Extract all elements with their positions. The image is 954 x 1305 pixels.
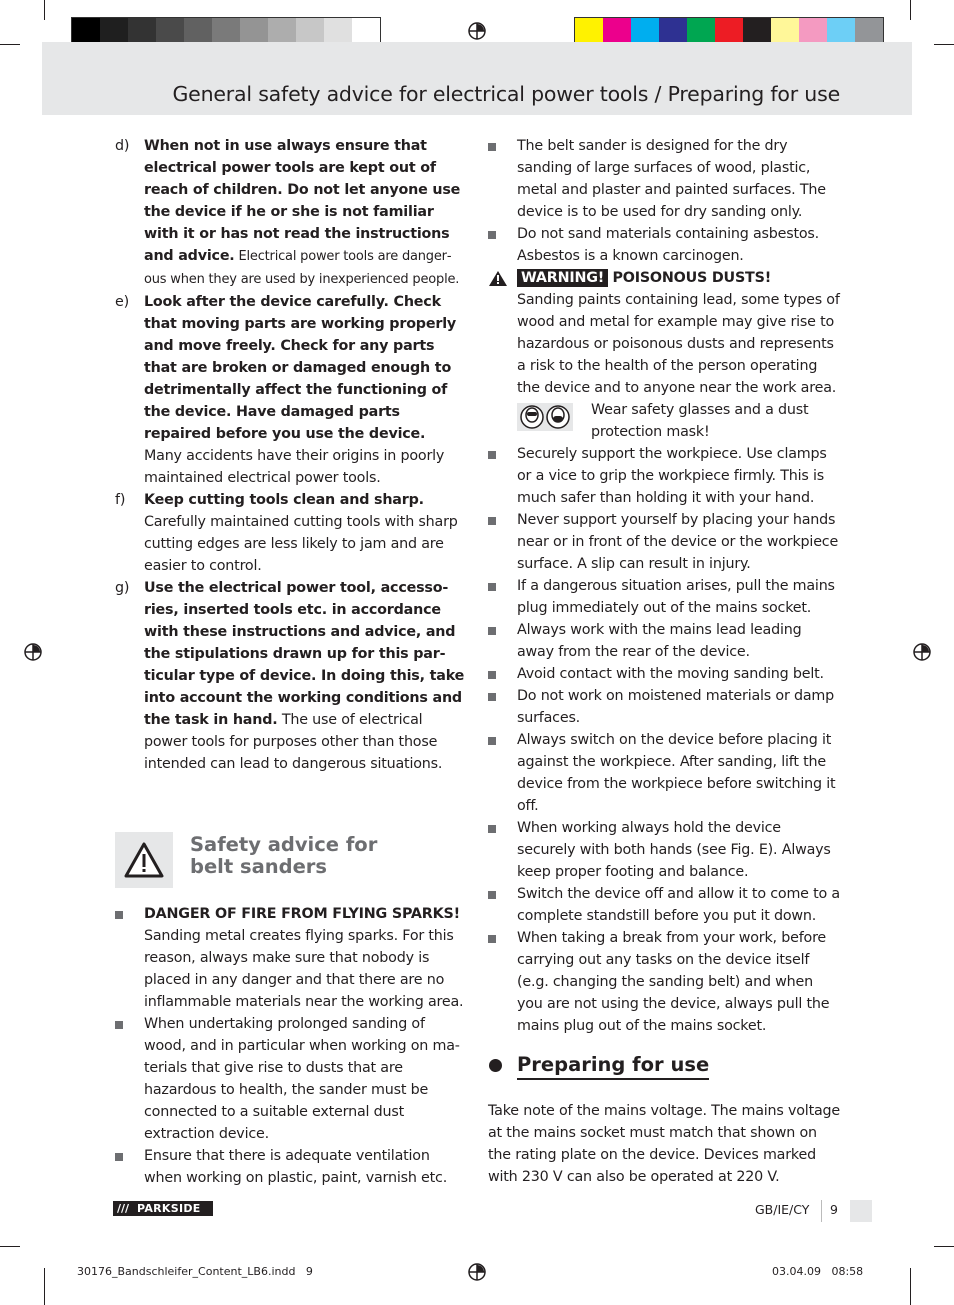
warning-icon — [115, 832, 173, 888]
section-title — [190, 834, 377, 878]
locale-label: GB/IE/CY — [755, 1202, 810, 1217]
item-bold-text: Keep cutting tools clean and sharp. — [144, 492, 424, 508]
warning-triangle-icon — [488, 270, 508, 287]
section-heading — [115, 832, 465, 888]
section-title-line: Safety advice for — [190, 833, 378, 856]
crop-mark — [910, 1268, 911, 1305]
list-item — [115, 135, 467, 291]
page-separator — [821, 1200, 822, 1222]
file-info: 30176_Bandschleifer_Content_LB6.indd 9 — [77, 1265, 313, 1278]
bullet-square-icon — [488, 517, 496, 525]
list-item — [488, 223, 840, 267]
item-bold-text: DANGER OF FIRE FROM FLYING SPARKS! — [144, 906, 460, 922]
item-text: Switch the device off and allow it to come to a complete standstill before you put it down. — [517, 886, 840, 924]
bullet-square-icon — [488, 693, 496, 701]
list-item — [488, 619, 840, 663]
item-text: If a dangerous situation arises, pull the mains plug immediately out of the mains socket. — [517, 578, 835, 616]
warning-block — [488, 267, 840, 399]
item-text: When taking a break from your work, before carrying out any tasks on the device itself (e.g. changing the sanding belt) and when you are not using the device, always pull the mains plug out of the mains socket. — [517, 930, 830, 1034]
crop-mark — [0, 1246, 20, 1247]
list-item — [488, 135, 840, 223]
list-item — [488, 927, 840, 1037]
item-text: Do not work on moistened materials or damp surfaces. — [517, 688, 835, 726]
registration-mark-icon — [22, 641, 44, 663]
brand-name: PARKSIDE — [137, 1202, 201, 1215]
bullet-square-icon — [488, 231, 496, 239]
item-bold-text: Use the electrical power tool, accessories, inserted tools etc. in accordance with these instructions and advice, and the stipulations drawn up for this particular type of device. In doing this, take into account the working conditions and the task in hand. — [144, 580, 465, 728]
warning-label: WARNING! — [517, 269, 608, 287]
list-item — [115, 291, 467, 489]
warning-text: Sanding paints containing lead, some types of wood and metal for example may give rise to hazardous or poisonous dusts and represents a risk to the health of the person operating the device and to anyone near the work area. — [517, 292, 840, 396]
bullet-square-icon — [488, 671, 496, 679]
crop-mark — [44, 0, 45, 20]
page-header — [42, 42, 912, 115]
page-title: General safety advice for electrical power tools / Preparing for use — [172, 82, 840, 106]
registration-mark-icon — [911, 641, 933, 663]
page-tab-marker — [850, 1200, 872, 1222]
item-bold-text: Look after the device carefully. Check that moving parts are working properly and move freely. Check for any parts that are broken or damaged enough to detrimentally affect the functioning of the device. Have damaged parts repaired before you use the device. — [144, 294, 457, 442]
bullet-square-icon — [488, 627, 496, 635]
list-item — [488, 729, 840, 817]
item-text: Ensure that there is adequate ventilation when working on plastic, paint, varnish etc. — [144, 1148, 448, 1186]
item-text: Electrical power tools are dangerous when they are used by inexperienced people. — [144, 249, 460, 287]
bullet-square-icon — [115, 1021, 123, 1029]
crop-mark — [910, 0, 911, 20]
item-label: g) — [115, 580, 130, 596]
item-text: Do not sand materials containing asbestos. Asbestos is a known carcinogen. — [517, 226, 820, 264]
bullet-square-icon — [488, 825, 496, 833]
list-item — [488, 575, 840, 619]
bullet-square-icon — [488, 451, 496, 459]
ppe-block — [488, 399, 840, 443]
bullet-square-icon — [488, 737, 496, 745]
bullet-dot-icon — [489, 1059, 502, 1072]
left-bullets — [115, 903, 467, 1189]
bullet-square-icon — [488, 143, 496, 151]
bullet-square-icon — [488, 891, 496, 899]
prep-title: Preparing for use — [517, 1052, 709, 1080]
list-item — [488, 509, 840, 575]
list-item — [115, 577, 467, 775]
brand-logo — [113, 1201, 213, 1216]
crop-mark — [934, 1246, 954, 1247]
list-item — [488, 685, 840, 729]
prep-paragraph — [488, 1100, 840, 1188]
item-text: Never support yourself by placing your hands near or in front of the device or the workpiece surface. A slip can result in injury. — [517, 512, 839, 572]
warning-title: POISONOUS DUSTS! — [612, 270, 772, 286]
list-item — [488, 443, 840, 509]
crop-mark — [0, 44, 20, 45]
bullet-square-icon — [488, 583, 496, 591]
bullet-square-icon — [115, 1153, 123, 1161]
registration-mark-icon — [466, 1261, 488, 1283]
ppe-text: Wear safety glasses and a dust protection mask! — [591, 402, 809, 440]
item-text: When working always hold the device securely with both hands (see Fig. E). Always keep proper footing and balance. — [517, 820, 831, 880]
crop-mark — [934, 44, 954, 45]
registration-mark-icon — [466, 20, 488, 42]
crop-mark — [44, 1268, 45, 1305]
item-text: The belt sander is designed for the dry sanding of large surfaces of wood, plastic, metal and plaster and painted surfaces. The device is to be used for dry sanding only. — [517, 138, 826, 220]
right-column — [488, 135, 840, 1037]
safety-glasses-and-mask-icon — [517, 403, 573, 431]
list-item — [115, 1013, 467, 1145]
list-item — [488, 663, 840, 685]
item-text: Carefully maintained cutting tools with sharp cutting edges are less likely to jam and are easier to control. — [144, 514, 458, 574]
list-item — [115, 1145, 467, 1189]
item-label: d) — [115, 138, 130, 154]
list-item — [488, 817, 840, 883]
brand-stripes-icon: /// — [117, 1202, 130, 1215]
item-text: Always switch on the device before placing it against the workpiece. After sanding, lift the device from the workpiece before switching it off. — [517, 732, 836, 814]
item-text: Securely support the workpiece. Use clamps or a vice to grip the workpiece firmly. This is much safer than holding it with your hand. — [517, 446, 827, 506]
list-item — [115, 903, 467, 1013]
item-label: e) — [115, 294, 129, 310]
item-text: The use of electrical power tools for purposes other than those intended can lead to dangerous situations. — [144, 712, 443, 772]
prep-text: Take note of the mains voltage. The mains voltage at the mains socket must match that shown on the rating plate on the device. Devices marked with 230 V can also be operated at 220 V. — [488, 1103, 841, 1185]
item-label: f) — [115, 492, 126, 508]
page-number: 9 — [830, 1202, 838, 1217]
item-bold-text: When not in use always ensure that electrical power tools are kept out of reach of children. Do not let anyone use the device if he or she is not familiar with it or has not read the instructions and advice. — [144, 138, 461, 264]
item-text: Sanding metal creates flying sparks. For this reason, always make sure that nobody is placed in any danger and that there are no inflammable materials near the working area. — [144, 928, 464, 1010]
date-info: 03.04.09 08:58 — [772, 1265, 864, 1278]
item-text: When undertaking prolonged sanding of wood, and in particular when working on materials that give rise to dusts that are hazardous to health, the sander must be connected to a suitable external dust extraction device. — [144, 1016, 460, 1142]
section-title-line: belt sanders — [190, 855, 328, 878]
bullet-square-icon — [488, 935, 496, 943]
list-item — [115, 489, 467, 577]
list-item — [488, 883, 840, 927]
bullet-square-icon — [115, 911, 123, 919]
item-text: Many accidents have their origins in poorly maintained electrical power tools. — [144, 448, 445, 486]
left-column — [115, 135, 467, 775]
item-text: Avoid contact with the moving sanding belt. — [517, 666, 824, 682]
item-text: Always work with the mains lead leading away from the rear of the device. — [517, 622, 802, 660]
